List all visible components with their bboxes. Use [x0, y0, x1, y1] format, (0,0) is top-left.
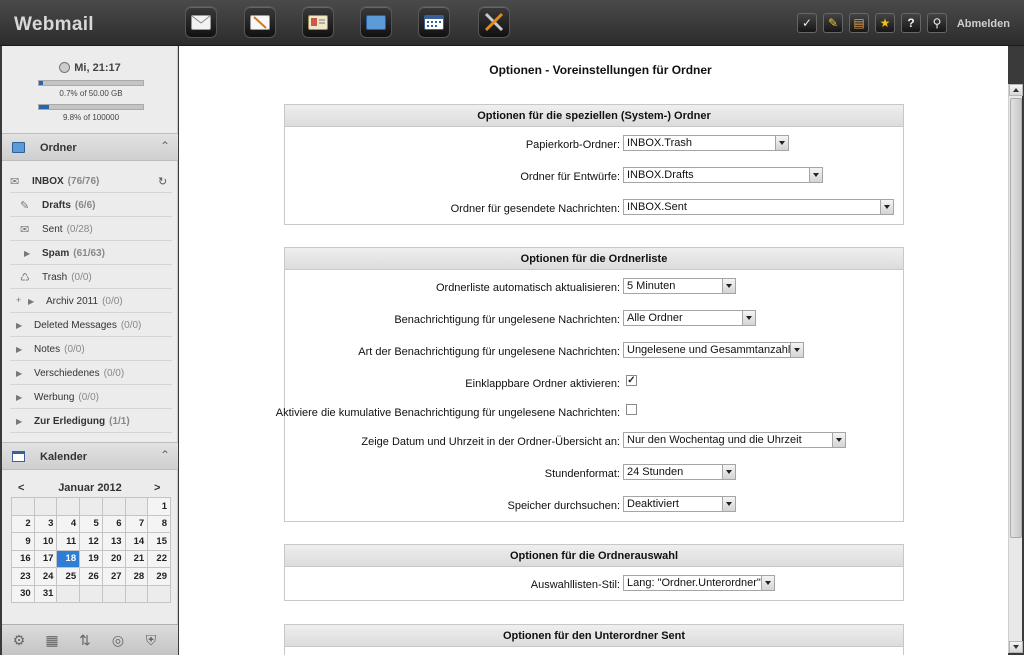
folder-name [42, 248, 105, 259]
calendar-day[interactable]: 29 [148, 568, 171, 586]
settings-tools-icon [483, 11, 505, 33]
option-row [285, 464, 905, 484]
option-row [285, 496, 905, 516]
calendar-day[interactable]: 21 [125, 550, 148, 568]
calendar-month-title: Januar 2012 [58, 482, 122, 494]
clock-icon [59, 62, 70, 73]
calendar-day[interactable]: 6 [102, 515, 125, 533]
calendar-day[interactable]: 23 [12, 568, 35, 586]
gear-icon[interactable]: ⚙ [12, 632, 26, 648]
folder-name [32, 176, 99, 187]
folder-item[interactable] [10, 337, 172, 361]
dropdown-arrow-icon[interactable] [790, 343, 803, 357]
folder-item[interactable] [10, 169, 172, 193]
folder-name [34, 368, 124, 379]
message-quota [38, 104, 144, 122]
calendar-day[interactable]: 28 [125, 568, 148, 586]
option-checkbox[interactable] [626, 404, 637, 415]
compose-app-button[interactable] [244, 6, 276, 38]
inbox-envelope-icon: ✉ [10, 176, 20, 188]
calendar-empty-cell [102, 498, 125, 516]
message-quota-fill [39, 105, 49, 109]
folder-item[interactable] [10, 265, 172, 289]
calendar-section-header[interactable] [2, 442, 178, 470]
folder-label: Verschiedenes [34, 368, 100, 379]
favorites-button[interactable] [875, 13, 895, 33]
folder-item[interactable] [10, 409, 172, 433]
folder-label: INBOX [32, 176, 64, 187]
calendar-day[interactable]: 8 [148, 515, 171, 533]
logout-link[interactable]: Abmelden [956, 18, 1010, 30]
folder-item[interactable] [10, 193, 172, 217]
calendar-empty-cell [57, 585, 80, 603]
dropdown-arrow-icon[interactable] [775, 136, 788, 150]
dropdown-arrow-icon[interactable] [880, 200, 893, 214]
folder-name [42, 272, 92, 283]
scroll-up-arrow-icon[interactable] [1009, 84, 1023, 96]
scroll-down-arrow-icon[interactable] [1009, 641, 1023, 653]
folder-label: Werbung [34, 392, 75, 403]
globe-icon[interactable]: ◎ [111, 632, 125, 648]
calendar-day[interactable]: 25 [57, 568, 80, 586]
folder-section-icon [12, 142, 25, 153]
shield-icon[interactable]: ⛨ [145, 632, 157, 648]
clock [2, 62, 178, 74]
folders-app-button[interactable] [360, 6, 392, 38]
option-checkbox-checked[interactable]: ✓ [627, 375, 636, 386]
folder-count: (0/0) [102, 296, 123, 307]
calendar-day[interactable]: 24 [34, 568, 57, 586]
option-select-value: 5 Minuten [627, 280, 676, 292]
main-content [179, 46, 1008, 655]
calendar-day[interactable]: 15 [148, 533, 171, 551]
calendar-day[interactable]: 31 [34, 585, 57, 603]
search-button[interactable] [927, 13, 947, 33]
calendar-day[interactable]: 9 [12, 533, 35, 551]
folder-name [34, 416, 130, 427]
option-select[interactable] [623, 199, 894, 215]
calendar-prev-button[interactable]: < [18, 482, 25, 494]
top-bar [0, 0, 1024, 46]
tasks-button[interactable] [797, 13, 817, 33]
folder-icon [366, 15, 386, 30]
panel-sent-subfolder [284, 624, 904, 655]
calendar-empty-cell [102, 585, 125, 603]
notes-button[interactable] [823, 13, 843, 33]
option-select-value: INBOX.Drafts [627, 169, 694, 181]
trash-can-icon: ♺ [20, 272, 30, 284]
option-label: Speicher durchsuchen: [507, 500, 620, 512]
folder-count: (6/6) [74, 200, 96, 211]
folder-name [46, 296, 123, 307]
notes-icon: ✎ [827, 16, 839, 30]
calendar-empty-cell [148, 585, 171, 603]
panel-folder-selection-title: Optionen für die Ordnerauswahl [285, 545, 903, 567]
folder-count: (0/28) [66, 224, 93, 235]
folder-manage-icon[interactable]: ▦ [45, 632, 59, 648]
folder-count: (0/0) [78, 392, 99, 403]
mail-icon [191, 15, 211, 30]
option-select-value: 24 Stunden [627, 466, 684, 478]
option-select[interactable] [623, 342, 804, 358]
calendar-day[interactable]: 5 [80, 515, 103, 533]
option-label: Ordnerliste automatisch aktualisieren: [435, 282, 620, 294]
folder-name [42, 224, 93, 235]
calendar-day[interactable]: 16 [12, 550, 35, 568]
option-select[interactable] [623, 432, 846, 448]
expand-plus-icon[interactable]: + [16, 295, 22, 305]
option-select-value: Nur den Wochentag und die Uhrzeit [627, 434, 802, 446]
calendar-day[interactable]: 3 [34, 515, 57, 533]
contacts-icon [308, 15, 328, 30]
folder-count: (0/0) [64, 344, 85, 355]
panel-system-folders [284, 104, 904, 225]
option-label: Benachrichtigung für ungelesene Nachrichten: [394, 314, 620, 326]
folder-label: Sent [42, 224, 63, 235]
calendar-day[interactable]: 13 [102, 533, 125, 551]
folder-count: (1/1) [109, 416, 130, 427]
folder-label: Notes [34, 344, 61, 355]
folders-section-title: Ordner [40, 142, 77, 154]
folders-section-header[interactable] [2, 133, 178, 161]
option-select-value: Alle Ordner [627, 312, 683, 324]
storage-quota-bar [38, 80, 144, 86]
calendar-day[interactable]: 10 [34, 533, 57, 551]
page-title: Optionen - Voreinstellungen für Ordner [489, 63, 712, 77]
expand-arrow-icon[interactable]: ▶ [24, 249, 31, 258]
storage-quota-fill [39, 81, 43, 85]
option-label: Art der Benachrichtigung für ungelesene Nachrichten: [358, 346, 620, 358]
calendar-empty-cell [12, 498, 35, 516]
expand-arrow-icon[interactable]: ▶ [16, 393, 23, 402]
calendar-empty-cell [57, 498, 80, 516]
folder-item[interactable] [10, 385, 172, 409]
calendar-day[interactable]: 12 [80, 533, 103, 551]
dropdown-arrow-icon[interactable] [722, 465, 735, 479]
option-row [285, 167, 905, 187]
sidebar-footer [2, 624, 178, 655]
calendar-empty-cell [80, 498, 103, 516]
option-row [285, 135, 905, 155]
message-quota-text: 9.8% of 100000 [62, 113, 120, 122]
calendar-empty-cell [80, 585, 103, 603]
collapse-chevron-up-icon[interactable]: ⌃ [159, 448, 170, 462]
folder-label: Trash [42, 272, 68, 283]
help-button[interactable] [901, 13, 921, 33]
option-label: Ordner für Entwürfe: [520, 171, 620, 183]
storage-quota-text: 0.7% of 50.00 GB [59, 89, 123, 98]
panel-folder-list [275, 247, 904, 522]
calendar-day[interactable]: 30 [12, 585, 35, 603]
option-label: Stundenformat: [544, 468, 620, 480]
option-select[interactable] [623, 135, 789, 151]
folder-count: (76/76) [67, 176, 100, 187]
calendar-day[interactable]: 17 [34, 550, 57, 568]
option-row [285, 278, 905, 298]
folder-item[interactable] [10, 217, 172, 241]
folder-label: Deleted Messages [34, 320, 117, 331]
dropdown-arrow-icon[interactable] [832, 433, 845, 447]
folder-item[interactable] [10, 241, 172, 265]
clock-time: Mi, 21:17 [74, 62, 121, 74]
collapse-chevron-up-icon[interactable]: ⌃ [159, 139, 170, 153]
calendar-day[interactable]: 26 [80, 568, 103, 586]
storage-quota [38, 80, 144, 98]
option-label: Zeige Datum und Uhrzeit in der Ordner-Übersicht an: [361, 436, 620, 448]
calendar-empty-cell [125, 498, 148, 516]
option-select-value: INBOX.Trash [627, 137, 692, 149]
folder-name [34, 392, 99, 403]
calendar-day[interactable]: 11 [57, 533, 80, 551]
calendar-grid [11, 497, 171, 603]
search-icon: ⚲ [932, 16, 942, 30]
option-row [285, 432, 905, 452]
calendar-day[interactable]: 22 [148, 550, 171, 568]
expand-arrow-icon[interactable]: ▶ [16, 321, 23, 330]
panel-sent-subfolder-title: Optionen für den Unterordner Sent [285, 625, 903, 647]
folder-label: Archiv 2011 [46, 296, 99, 307]
option-label: Papierkorb-Ordner: [525, 139, 620, 151]
favorites-star-icon: ★ [879, 16, 891, 30]
calendar-section-title: Kalender [40, 451, 88, 463]
folder-count: (61/63) [73, 248, 105, 259]
dropdown-arrow-icon[interactable] [809, 168, 822, 182]
option-row [285, 374, 905, 394]
option-row [285, 342, 905, 362]
folder-label: Zur Erledigung [34, 416, 106, 427]
contacts-app-button[interactable] [302, 6, 334, 38]
option-select[interactable] [623, 464, 736, 480]
inbox-tray-icon: ▤ [853, 16, 865, 30]
option-select-value: INBOX.Sent [627, 201, 687, 213]
option-label: Auswahllisten-Stil: [530, 579, 620, 591]
calendar-day[interactable]: 7 [125, 515, 148, 533]
option-select[interactable] [623, 310, 756, 326]
calendar-day[interactable]: 1 [148, 498, 171, 516]
sent-envelope-icon: ✉ [20, 224, 30, 236]
calendar-day[interactable]: 14 [125, 533, 148, 551]
calendar-day[interactable]: 19 [80, 550, 103, 568]
calendar-day[interactable]: 2 [12, 515, 35, 533]
calendar-day[interactable]: 20 [102, 550, 125, 568]
expand-arrow-icon[interactable]: ▶ [28, 297, 35, 306]
folder-item[interactable] [10, 361, 172, 385]
calendar-app-button[interactable] [418, 6, 450, 38]
option-select-value: Ungelesene und Gesammtanzahl [627, 344, 791, 356]
option-label: Einklappbare Ordner aktivieren: [465, 378, 620, 390]
option-select[interactable] [623, 278, 736, 294]
calendar-section-icon [12, 451, 25, 462]
tasks-icon: ✓ [801, 16, 813, 30]
calendar-empty-cell [34, 498, 57, 516]
expand-arrow-icon[interactable]: ▶ [16, 417, 23, 426]
option-label: Ordner für gesendete Nachrichten: [450, 203, 620, 215]
panel-folder-selection [284, 544, 904, 601]
option-select-value: Lang: "Ordner.Unterordner" [627, 577, 761, 589]
expand-arrow-icon[interactable]: ▶ [16, 345, 23, 354]
option-label: Aktiviere die kumulative Benachrichtigung für ungelesene Nachrichten: [275, 407, 620, 419]
inbox-tray-button[interactable] [849, 13, 869, 33]
folder-name [34, 320, 141, 331]
option-select-value: Deaktiviert [627, 498, 679, 510]
panel-system-folders-title: Optionen für die speziellen (System-) Ordner [285, 105, 903, 127]
compose-icon [250, 15, 270, 30]
settings-app-button[interactable] [478, 6, 510, 38]
sidebar [2, 46, 178, 655]
calendar-empty-cell [125, 585, 148, 603]
calendar-day[interactable]: 4 [57, 515, 80, 533]
option-row [285, 199, 905, 219]
option-select[interactable] [623, 575, 775, 591]
folder-count: (0/0) [71, 272, 92, 283]
dropdown-arrow-icon[interactable] [722, 279, 735, 293]
refresh-icon[interactable]: ↻ [158, 176, 168, 188]
dropdown-arrow-icon[interactable] [761, 576, 774, 590]
option-row [285, 575, 905, 595]
vertical-scrollbar[interactable] [1008, 84, 1022, 653]
message-quota-bar [38, 104, 144, 110]
folder-item[interactable] [10, 313, 172, 337]
option-select[interactable] [623, 496, 736, 512]
help-icon: ? [907, 16, 915, 30]
scroll-thumb[interactable] [1010, 98, 1022, 538]
option-row [285, 310, 905, 330]
mail-app-button[interactable] [185, 6, 217, 38]
folder-name [34, 344, 85, 355]
folder-label: Drafts [42, 200, 71, 211]
calendar-day[interactable]: 27 [102, 568, 125, 586]
folder-item[interactable] [10, 289, 172, 313]
folder-count: (0/0) [103, 368, 125, 379]
folder-name [42, 200, 95, 211]
dropdown-arrow-icon[interactable] [742, 311, 755, 325]
calendar-day-today[interactable]: 18 [57, 550, 80, 568]
panel-folder-list-title: Optionen für die Ordnerliste [285, 248, 903, 270]
sync-arrows-icon[interactable]: ⇅ [79, 632, 91, 648]
folder-label: Spam [42, 248, 70, 259]
calendar-next-button[interactable]: > [154, 482, 161, 494]
brand-logo[interactable]: Webmail [14, 14, 94, 35]
option-row [275, 403, 905, 423]
drafts-pencil-icon: ✎ [20, 200, 30, 212]
option-select[interactable] [623, 167, 823, 183]
expand-arrow-icon[interactable]: ▶ [16, 369, 23, 378]
folder-count: (0/0) [120, 320, 142, 331]
dropdown-arrow-icon[interactable] [722, 497, 735, 511]
calendar-icon [424, 15, 444, 30]
